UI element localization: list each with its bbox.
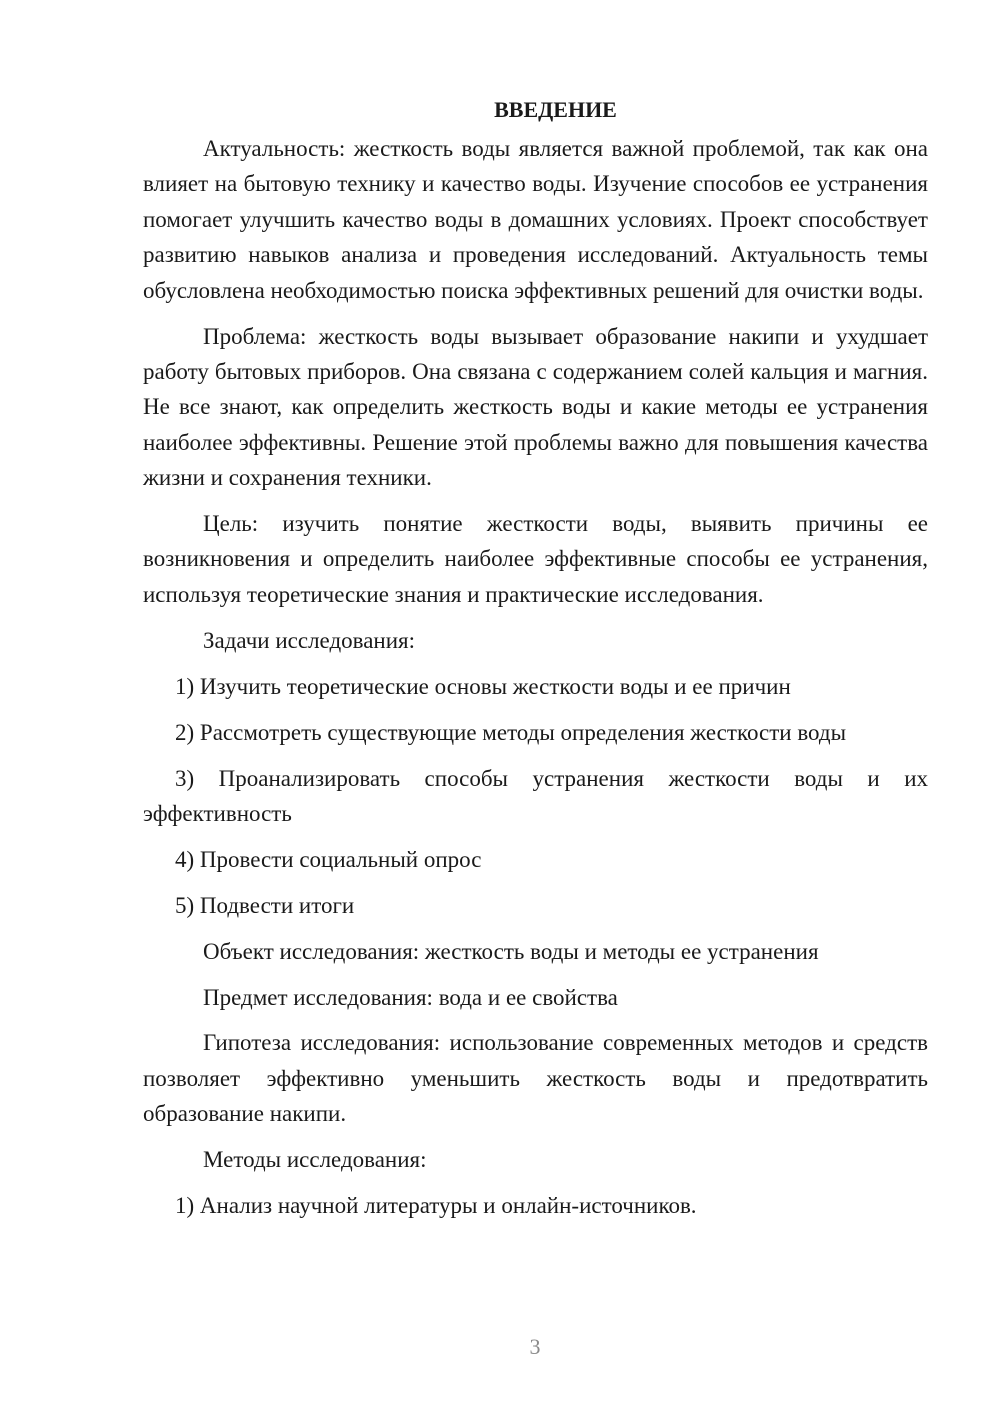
- methods-heading: Методы исследования:: [203, 1147, 427, 1173]
- hypothesis-paragraph: Гипотеза исследования: использование современных методов и средств позволяет эффективно уменьшить жесткость воды и предотвратить образование накипи.: [143, 1030, 928, 1127]
- problem-paragraph: Проблема: жесткость воды вызывает образование накипи и ухудшает работу бытовых приборов. Она связана с содержанием солей кальция и магния. Не все знают, как определить жесткость воды и какие методы ее устранения наиболее эффективны. Решение этой проблемы важно для повышения качества жизни и сохранения техники.: [143, 323, 928, 491]
- task-item-4: 4) Провести социальный опрос: [175, 846, 482, 872]
- task-item-3: 3) Проанализировать способы устранения жесткости воды и их эффективность: [143, 765, 928, 826]
- page-number: 3: [529, 1334, 541, 1359]
- task-item-1: 1) Изучить теоретические основы жесткости воды и ее причин: [175, 673, 791, 699]
- method-item-1: 1) Анализ научной литературы и онлайн-источников.: [175, 1193, 697, 1219]
- goal-paragraph: Цель: изучить понятие жесткости воды, выявить причины ее возникновения и определить наиболее эффективные способы ее устранения, используя теоретические знания и практические исследования.: [143, 511, 928, 607]
- task-item-2: 2) Рассмотреть существующие методы определения жесткости воды: [175, 719, 847, 745]
- tasks-heading: Задачи исследования:: [203, 627, 416, 653]
- page-content: [143, 92, 928, 1223]
- object-paragraph: Объект исследования: жесткость воды и методы ее устранения: [203, 938, 819, 964]
- task-item-5: 5) Подвести итоги: [175, 892, 355, 918]
- section-title: ВВЕДЕНИЕ: [494, 97, 617, 122]
- relevance-paragraph: Актуальность: жесткость воды является важной проблемой, так как она влияет на бытовую технику и качество воды. Изучение способов ее устранения помогает улучшить качество воды в домашних условиях. Проект способствует развитию навыков анализа и проведения исследований. Актуальность темы обусловлена необходимостью поиска эффективных решений для очистки воды.: [143, 136, 928, 303]
- subject-paragraph: Предмет исследования: вода и ее свойства: [203, 984, 618, 1010]
